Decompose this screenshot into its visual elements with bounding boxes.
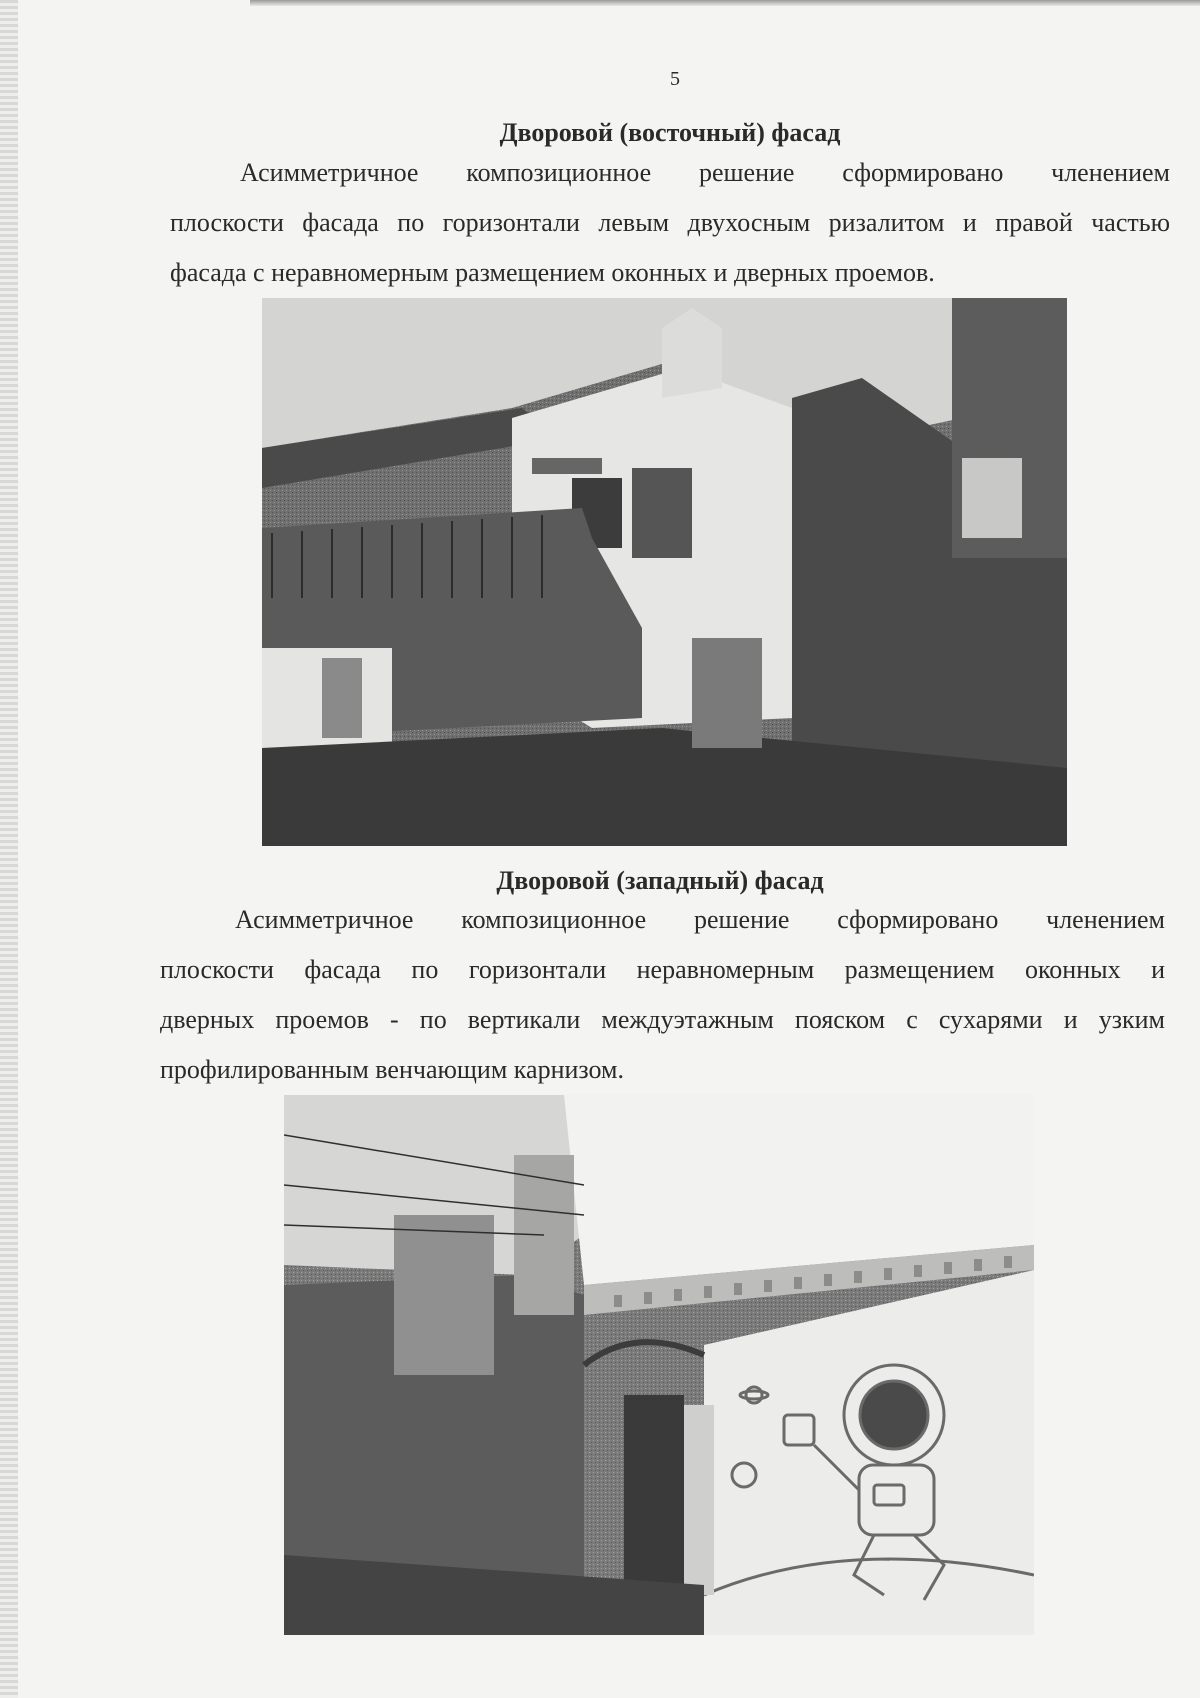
paragraph-west-facade [160, 895, 1165, 1095]
scan-edge-left [0, 0, 18, 1698]
scan-edge-top [250, 0, 1200, 6]
paragraph-line: Асимметричное композиционное решение сформировано членением [235, 905, 1165, 934]
paragraph-line: дверных проемов - по вертикали междуэтажным пояском с сухарями и узким [160, 1005, 1165, 1034]
photo-east-facade-drawing [262, 298, 1067, 846]
photo-east-facade [262, 298, 1067, 846]
paragraph-line: плоскости фасада по горизонтали левым двухосным ризалитом и правой частью [170, 208, 1170, 237]
paragraph-line: фасада с неравномерным размещением оконных и дверных проемов. [170, 258, 935, 287]
paragraph-line: Асимметричное композиционное решение сформировано членением [240, 158, 1170, 187]
page-number: 5 [670, 68, 680, 90]
paragraph-line: плоскости фасада по горизонтали неравномерным размещением оконных и [160, 955, 1165, 984]
heading-west-facade: Дворовой (западный) фасад [496, 866, 824, 895]
photo-west-facade [284, 1095, 1034, 1635]
paragraph-east-facade [170, 148, 1170, 298]
heading-east-facade: Дворовой (восточный) фасад [499, 118, 841, 147]
paragraph-line: профилированным венчающим карнизом. [160, 1055, 624, 1084]
photo-west-facade-drawing [284, 1095, 1034, 1635]
